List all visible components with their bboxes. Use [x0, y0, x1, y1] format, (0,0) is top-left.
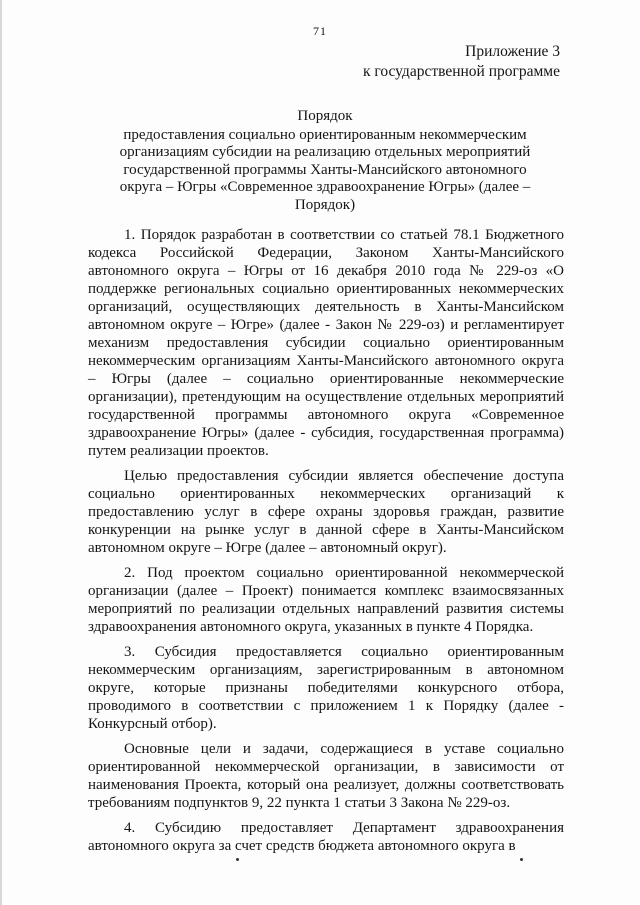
scan-speck	[236, 858, 239, 861]
appendix-header	[363, 42, 560, 82]
document-body	[88, 226, 564, 862]
paragraph-3: 2. Под проектом социально ориентированной некоммерческой организации (далее – Проект) понимается комплекс взаимосвязанных мероприятий по реализации отдельных направлений развития системы здравоохранения автономного округа, указанных в пункте 4 Порядка.	[88, 565, 564, 635]
appendix-line-2: к государственной программе	[362, 63, 560, 80]
title-line: предоставления социально ориентированным некоммерческим	[123, 126, 527, 143]
title-line: Порядок)	[294, 196, 356, 213]
paragraph-1: 1. Порядок разработан в соответствии со статьей 78.1 Бюджетного кодекса Российской Федерации, Законом Ханты-Мансийского автономного округа – Югры от 16 декабря 2010 года № 229-оз «О поддержке региональных социально ориентированных некоммерческих организаций, осуществляющих деятельность в Ханты-Мансийском автономном округе – Югре» (далее - Закон № 229-оз) и регламентирует механизм предоставления субсидии социально ориентированным некоммерческим организациям Ханты-Мансийского автономного округа – Югры (далее – социально ориентированные некоммерческие организации), претендующим на осуществление отдельных мероприятий государственной программы автономного округа «Современное здравоохранение Югры» (далее - субсидия, государственная программа) путем реализации проектов.	[88, 227, 564, 459]
title-line: государственной программы Ханты-Мансийского автономного	[123, 161, 527, 178]
title-line: организациям субсидии на реализацию отдельных мероприятий	[119, 144, 531, 160]
scan-speck	[520, 858, 523, 861]
appendix-line-1: Приложение 3	[465, 43, 560, 60]
paragraph-6: 4. Субсидию предоставляет Департамент здравоохранения автономного округа за счет средств бюджета автономного округа в	[88, 820, 564, 854]
title-line: округа – Югры «Современное здравоохранение Югры» (далее –	[119, 179, 531, 195]
paragraph-4: 3. Субсидия предоставляется социально ориентированным некоммерческим организациям, зарегистрированным в автономном округе, которые признаны победителями конкурсного отбора, проводимого в соответствии с приложением 1 к Порядку (далее - Конкурсный отбор).	[88, 644, 564, 732]
paragraph-5: Основные цели и задачи, содержащиеся в уставе социально ориентированной некоммерческой организации, в зависимости от наименования Проекта, который она реализует, должны соответствовать требованиям подпунктов 9, 22 пункта 1 статьи 3 Закона № 229-оз.	[88, 741, 564, 811]
title-heading: Порядок	[297, 108, 353, 124]
paragraph-2: Целью предоставления субсидии является обеспечение доступа социально ориентированных некоммерческих организаций к предоставлению услуг в сфере охраны здоровья граждан, развитие конкуренции на рынке услуг в данной сфере в Ханты-Мансийском автономном округе – Югре (далее – автономный округ).	[88, 468, 564, 556]
page-number: 71	[313, 24, 327, 38]
scan-edge	[0, 0, 2, 905]
document-title	[80, 108, 570, 214]
